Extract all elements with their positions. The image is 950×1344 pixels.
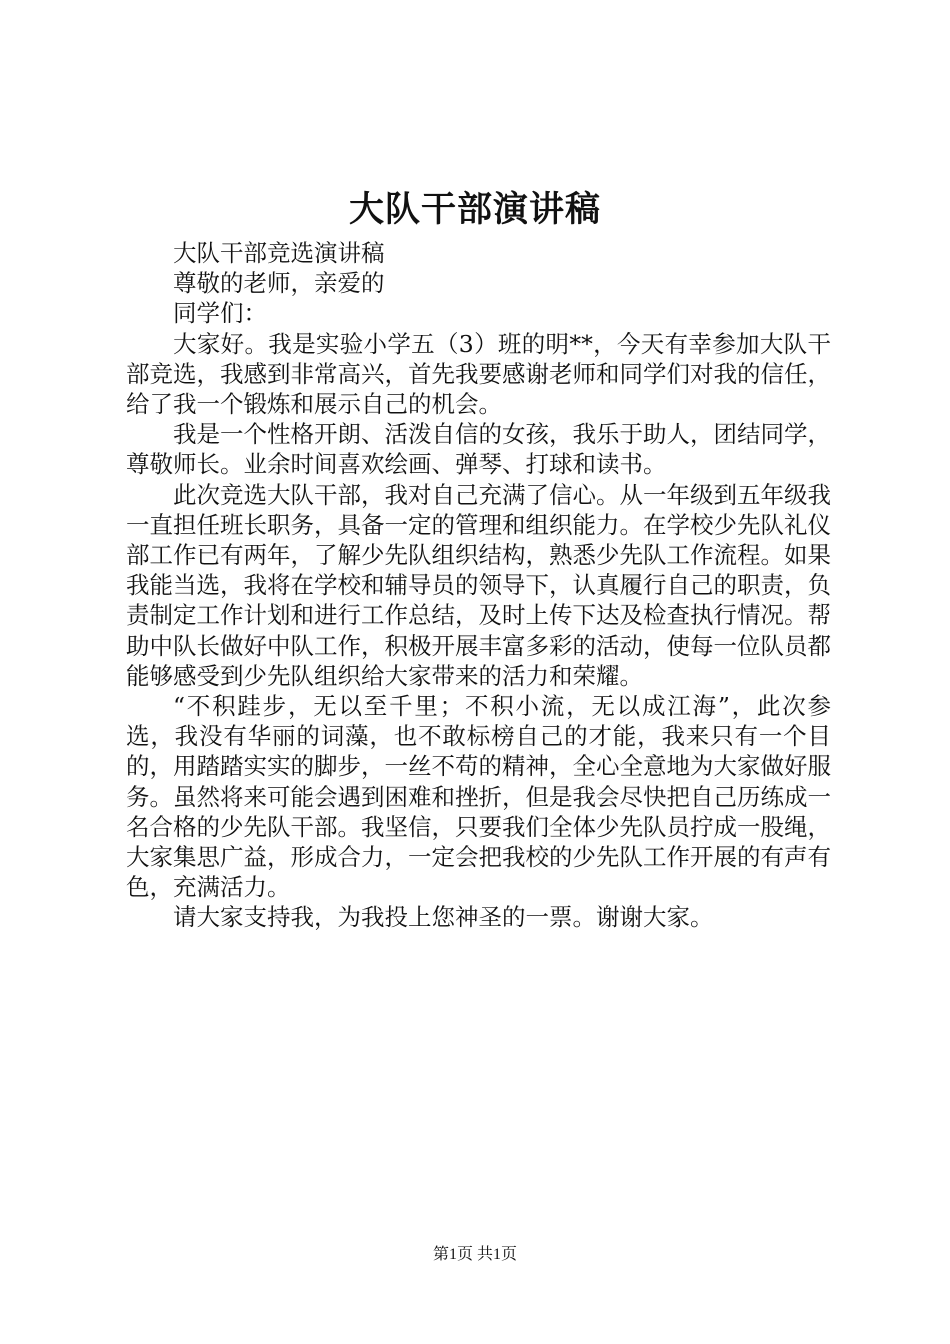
salutation-continuation-paragraph: 同学们： bbox=[173, 299, 267, 328]
greeting-paragraph: 大家好。我是实验小学五（3）班的明**，今天有幸参加大队干部竞选，我感到非常高兴，首先我要感谢老师和同学们对我的信任，给了我一个锻炼和展示自己的机会。 bbox=[126, 329, 831, 419]
document-body bbox=[126, 238, 831, 933]
qualifications-paragraph: 此次竞选大队干部，我对自己充满了信心。从一年级到五年级我一直担任班长职务，具备一定的管理和组织能力。在学校少先队礼仪部工作已有两年，了解少先队组织结构，熟悉少先队工作流程。如果我能当选，我将在学校和辅导员的领导下，认真履行自己的职责，负责制定工作计划和进行工作总结，及时上传下达及检查执行情况。帮助中队长做好中队工作，积极开展丰富多彩的活动，使每一位队员都能够感受到少先队组织给大家带来的活力和荣耀。 bbox=[126, 480, 831, 690]
page-number-footer: 第1页 共1页 bbox=[432, 1246, 517, 1263]
document-title: 大队干部演讲稿 bbox=[348, 189, 601, 230]
subtitle-paragraph: 大队干部竞选演讲稿 bbox=[173, 239, 385, 267]
salutation-paragraph: 尊敬的老师，亲爱的 bbox=[173, 269, 385, 298]
closing-paragraph: 请大家支持我，为我投上您神圣的一票。谢谢大家。 bbox=[173, 903, 714, 932]
commitment-paragraph: “不积跬步，无以至千里；不积小流，无以成江海”，此次参选，我没有华丽的词藻，也不敢标榜自己的才能，我来只有一个目的，用踏踏实实的脚步，一丝不苟的精神，全心全意地为大家做好服务。虽然将来可能会遇到困难和挫折，但是我会尽快把自己历练成一名合格的少先队干部。我坚信，只要我们全体少先队员拧成一股绳，大家集思广益，形成合力，一定会把我校的少先队工作开展的有声有色，充满活力。 bbox=[126, 692, 831, 902]
self-introduction-paragraph: 我是一个性格开朗、活泼自信的女孩，我乐于助人，团结同学，尊敬师长。业余时间喜欢绘画、弹琴、打球和读书。 bbox=[126, 420, 831, 479]
